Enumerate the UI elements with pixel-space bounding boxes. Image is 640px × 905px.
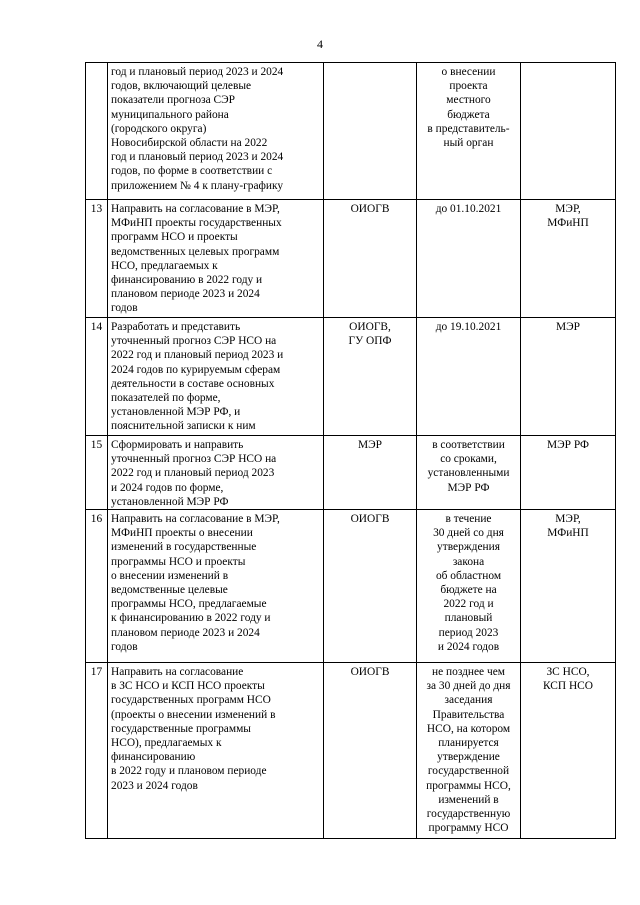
deadline-line: период 2023 bbox=[438, 626, 499, 639]
recipient-line: МЭР РФ bbox=[547, 439, 589, 451]
task-line: 2022 год и плановый период 2023 и bbox=[111, 349, 284, 362]
executor-cell bbox=[324, 436, 417, 510]
row-number bbox=[86, 63, 108, 200]
deadline-line: местного bbox=[446, 94, 491, 107]
row-number: 15 bbox=[86, 436, 108, 510]
deadline-line: Правительства bbox=[432, 708, 505, 721]
task-line: программы НСО, предлагаемые bbox=[111, 598, 267, 611]
executor-cell bbox=[324, 200, 417, 318]
task-line: в 2022 году и плановом периоде bbox=[111, 765, 267, 778]
deadline-line: программы НСО, bbox=[426, 779, 511, 792]
task-line: годов bbox=[111, 640, 138, 653]
executor-cell bbox=[324, 63, 417, 200]
deadline-cell bbox=[417, 436, 521, 510]
task-line: программы НСО и проекты bbox=[111, 555, 246, 568]
row-number: 17 bbox=[86, 663, 108, 839]
task-cell bbox=[108, 663, 324, 839]
task-line: о внесении изменений в bbox=[111, 569, 229, 582]
plan-schedule-table bbox=[85, 62, 616, 839]
executor-cell bbox=[324, 510, 417, 663]
task-line: годов, по форме в соответствии с bbox=[111, 165, 273, 178]
task-line: НСО), предлагаемых к bbox=[111, 737, 222, 750]
deadline-line: в течение bbox=[445, 513, 492, 526]
recipient-line: МФиНП bbox=[547, 217, 589, 230]
task-line: годов bbox=[111, 302, 138, 315]
recipient-line: ЗС НСО, bbox=[546, 666, 590, 679]
deadline-line: государственную bbox=[426, 808, 511, 821]
deadline-line: о внесении bbox=[441, 66, 496, 78]
table-row bbox=[86, 200, 616, 318]
task-line: программ НСО и проекты bbox=[111, 231, 238, 244]
deadline-line: бюджете на bbox=[440, 584, 497, 597]
deadline-line: со сроками, bbox=[440, 453, 497, 466]
task-line: МФиНП проекты государственных bbox=[111, 217, 282, 230]
deadline-line: до 01.10.2021 bbox=[435, 203, 502, 215]
task-line: год и плановый период 2023 и 2024 bbox=[111, 66, 284, 78]
task-line: (проекты о внесении изменений в bbox=[111, 708, 276, 721]
task-line: установленной МЭР РФ, и bbox=[111, 406, 241, 419]
row-number: 16 bbox=[86, 510, 108, 663]
executor-line: ОИОГВ bbox=[350, 513, 390, 526]
task-line: ведомственных целевых программ bbox=[111, 245, 280, 258]
task-line: уточненный прогноз СЭР НСО на bbox=[111, 335, 277, 348]
recipient-cell bbox=[521, 436, 616, 510]
task-line: НСО, предлагаемых к bbox=[111, 259, 218, 272]
task-line: государственные программы bbox=[111, 722, 251, 735]
deadline-line: изменений в bbox=[438, 793, 499, 806]
deadline-line: программу НСО bbox=[428, 822, 509, 835]
task-line: (городского округа) bbox=[111, 122, 207, 135]
task-cell bbox=[108, 318, 324, 436]
task-line: год и плановый период 2023 и 2024 bbox=[111, 151, 284, 164]
deadline-line: за 30 дней до дня bbox=[426, 680, 511, 693]
executor-line: ГУ ОПФ bbox=[348, 335, 392, 348]
row-number: 14 bbox=[86, 318, 108, 436]
deadline-line: до 19.10.2021 bbox=[435, 321, 502, 333]
deadline-cell bbox=[417, 200, 521, 318]
table-row bbox=[86, 510, 616, 663]
task-line: деятельности в составе основных bbox=[111, 377, 275, 390]
recipient-line: МЭР, bbox=[555, 513, 581, 526]
table-row bbox=[86, 436, 616, 510]
task-line: установленной МЭР РФ bbox=[111, 495, 229, 508]
recipient-cell bbox=[521, 200, 616, 318]
task-line: государственных программ НСО bbox=[111, 694, 271, 707]
deadline-line: установленными bbox=[427, 467, 510, 480]
task-line: МФиНП проекты о внесении bbox=[111, 527, 253, 540]
deadline-line: в соответствии bbox=[432, 439, 505, 451]
task-line: Сформировать и направить bbox=[111, 439, 244, 451]
task-line: плановом периоде 2023 и 2024 bbox=[111, 626, 260, 639]
recipient-line: МЭР bbox=[556, 321, 580, 333]
executor-line: МЭР bbox=[358, 439, 382, 451]
deadline-line: заседания bbox=[444, 694, 493, 707]
deadline-line: проекта bbox=[449, 80, 488, 93]
task-line: уточненный прогноз СЭР НСО на bbox=[111, 453, 277, 466]
recipient-cell bbox=[521, 663, 616, 839]
task-line: плановом периоде 2023 и 2024 bbox=[111, 288, 260, 301]
recipient-line: МФиНП bbox=[547, 527, 589, 540]
deadline-line: утверждение bbox=[437, 751, 500, 764]
recipient-cell bbox=[521, 63, 616, 200]
task-line: муниципального района bbox=[111, 108, 229, 121]
task-line: в ЗС НСО и КСП НСО проекты bbox=[111, 680, 265, 693]
executor-cell bbox=[324, 318, 417, 436]
task-line: 2022 год и плановый период 2023 bbox=[111, 467, 275, 480]
task-line: Новосибирской области на 2022 bbox=[111, 137, 268, 150]
task-line: 2023 и 2024 годов bbox=[111, 779, 198, 792]
task-line: Направить на согласование в МЭР, bbox=[111, 203, 280, 215]
deadline-cell bbox=[417, 318, 521, 436]
deadline-cell bbox=[417, 663, 521, 839]
task-cell bbox=[108, 63, 324, 200]
deadline-line: 30 дней со дня bbox=[433, 527, 504, 540]
task-line: показатели прогноза СЭР bbox=[111, 94, 235, 107]
deadline-line: плановый bbox=[444, 612, 493, 625]
row-number: 13 bbox=[86, 200, 108, 318]
task-cell bbox=[108, 510, 324, 663]
task-line: пояснительной записки к ним bbox=[111, 420, 256, 433]
task-line: Направить на согласование bbox=[111, 666, 244, 679]
deadline-line: и 2024 годов bbox=[437, 640, 500, 653]
task-line: годов, включающий целевые bbox=[111, 80, 252, 93]
executor-line: ОИОГВ bbox=[350, 203, 390, 215]
task-line: приложением № 4 к плану-графику bbox=[111, 179, 284, 192]
deadline-line: об областном bbox=[435, 569, 502, 582]
executor-line: ОИОГВ, bbox=[349, 321, 391, 333]
task-line: финансированию bbox=[111, 751, 196, 764]
deadline-line: ный орган bbox=[443, 137, 494, 150]
task-line: 2024 годов по курируемым сферам bbox=[111, 363, 281, 376]
table-row bbox=[86, 663, 616, 839]
recipient-line: КСП НСО bbox=[542, 680, 594, 693]
recipient-line: МЭР, bbox=[555, 203, 581, 215]
deadline-cell bbox=[417, 510, 521, 663]
deadline-line: НСО, на котором bbox=[426, 722, 511, 735]
deadline-line: бюджета bbox=[447, 108, 490, 121]
task-cell bbox=[108, 436, 324, 510]
deadline-line: МЭР РФ bbox=[447, 481, 490, 494]
deadline-line: планируется bbox=[438, 737, 499, 750]
deadline-line: не позднее чем bbox=[432, 666, 505, 679]
deadline-line: закона bbox=[452, 555, 485, 568]
task-line: к финансированию в 2022 году и bbox=[111, 612, 271, 625]
table-row bbox=[86, 63, 616, 200]
recipient-cell bbox=[521, 510, 616, 663]
deadline-cell bbox=[417, 63, 521, 200]
deadline-line: государственной bbox=[427, 765, 510, 778]
task-line: ведомственные целевые bbox=[111, 584, 228, 597]
deadline-line: утверждения bbox=[437, 541, 500, 554]
deadline-line: 2022 год и bbox=[443, 598, 494, 611]
task-line: и 2024 годов по форме, bbox=[111, 481, 224, 494]
deadline-line: в представитель- bbox=[427, 122, 510, 135]
task-line: финансированию в 2022 году и bbox=[111, 274, 263, 287]
task-line: Разработать и представить bbox=[111, 321, 241, 333]
page-number: 4 bbox=[317, 37, 323, 51]
task-line: показателей по форме, bbox=[111, 392, 221, 405]
task-line: Направить на согласование в МЭР, bbox=[111, 513, 280, 526]
executor-line: ОИОГВ bbox=[350, 666, 390, 679]
task-line: изменений в государственные bbox=[111, 541, 257, 554]
table-row bbox=[86, 318, 616, 436]
recipient-cell bbox=[521, 318, 616, 436]
executor-cell bbox=[324, 663, 417, 839]
task-cell bbox=[108, 200, 324, 318]
